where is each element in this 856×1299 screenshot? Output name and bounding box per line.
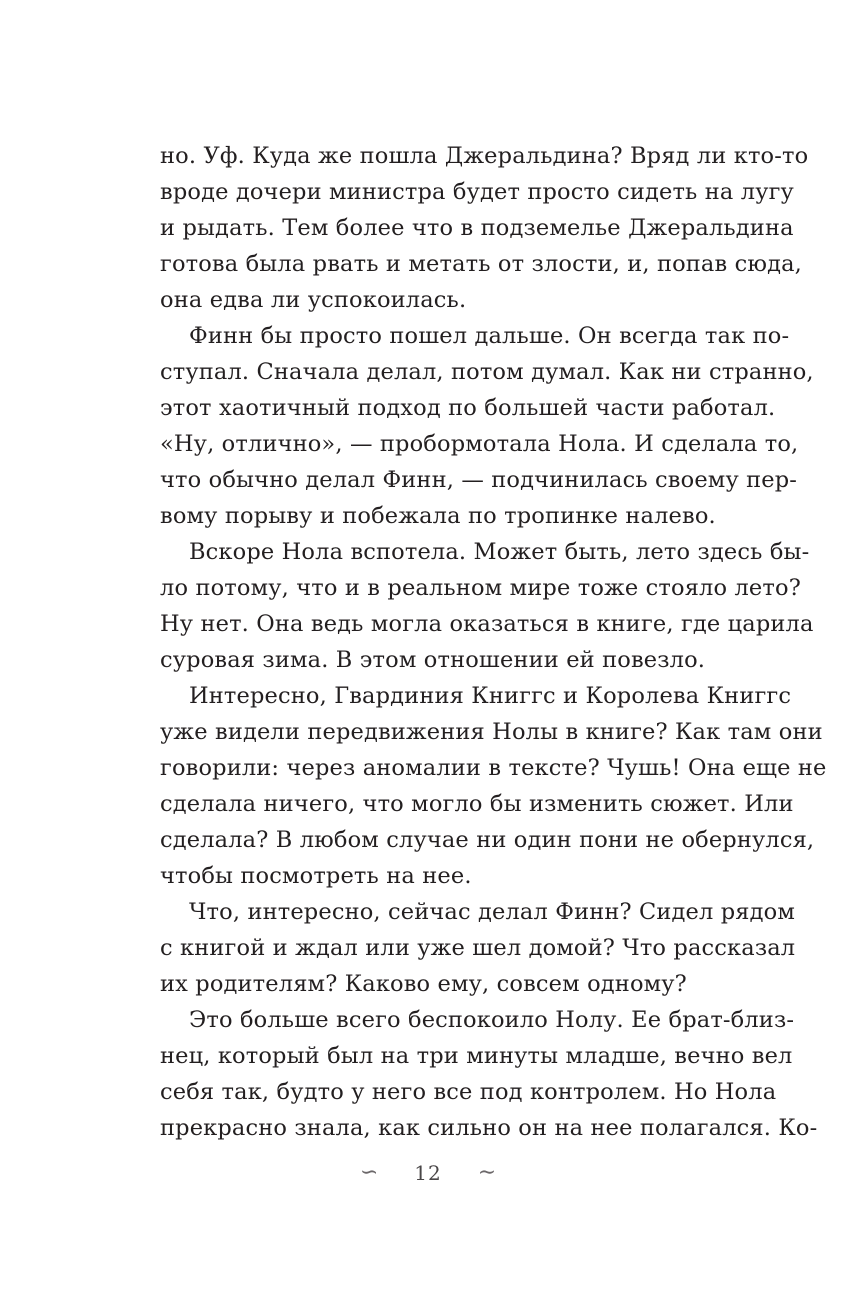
text-line: «Ну, отлично», — пробормотала Нола. И сделала то, <box>160 431 799 457</box>
text-line: чтобы посмотреть на нее. <box>160 863 472 889</box>
ornament-right-icon: ∼ <box>477 1160 497 1185</box>
text-line: говорили: через аномалии в тексте? Чушь! Она еще не <box>160 755 827 781</box>
text-line: их родителям? Каково ему, совсем одному? <box>160 971 687 997</box>
text-line: себя так, будто у него все под контролем. Но Нола <box>160 1079 777 1105</box>
text-line: вому порыву и побежала по тропинке налево. <box>160 503 716 529</box>
text-line: Интересно, Гвардиния Книггс и Королева Книггс <box>189 683 792 709</box>
text-line: она едва ли успокоилась. <box>160 287 467 313</box>
text-line: но. Уф. Куда же пошла Джеральдина? Вряд ли кто-то <box>160 143 809 169</box>
body-text <box>160 138 827 1146</box>
text-line: нец, который был на три минуты младше, вечно вел <box>160 1043 793 1069</box>
text-line: вроде дочери министра будет просто сидеть на лугу <box>160 179 794 205</box>
text-line: ступал. Сначала делал, потом думал. Как ни странно, <box>160 359 814 385</box>
page-number: 12 <box>414 1161 442 1185</box>
text-line: сделала? В любом случае ни один пони не обернулся, <box>160 827 815 853</box>
ornament-left-icon: ∽ <box>359 1160 379 1185</box>
text-line: уже видели передвижения Нолы в книге? Как там они <box>160 719 823 745</box>
text-line: что обычно делал Финн, — подчинилась своему пер- <box>160 467 798 493</box>
text-line: с книгой и ждал или уже шел домой? Что рассказал <box>160 935 796 961</box>
text-line: сделала ничего, что могло бы изменить сюжет. Или <box>160 791 794 817</box>
text-line: прекрасно знала, как сильно он на нее полагался. Ко- <box>160 1115 818 1141</box>
text-line: Это больше всего беспокоило Нолу. Ее брат-близ- <box>189 1007 795 1033</box>
text-line: Финн бы просто пошел дальше. Он всегда так по- <box>189 323 790 349</box>
text-line: Что, интересно, сейчас делал Финн? Сидел рядом <box>189 899 795 925</box>
text-line: готова была рвать и метать от злости, и, попав сюда, <box>160 251 802 277</box>
text-line: Ну нет. Она ведь могла оказаться в книге, где царила <box>160 611 814 637</box>
text-line: этот хаотичный подход по большей части работал. <box>160 395 776 421</box>
text-line: суровая зима. В этом отношении ей повезло. <box>160 647 706 673</box>
text-line: Вскоре Нола вспотела. Может быть, лето здесь бы- <box>189 539 810 565</box>
text-line: и рыдать. Тем более что в подземелье Джеральдина <box>160 215 794 241</box>
text-line: ло потому, что и в реальном мире тоже стояло лето? <box>160 575 801 601</box>
page-footer <box>0 1158 856 1188</box>
